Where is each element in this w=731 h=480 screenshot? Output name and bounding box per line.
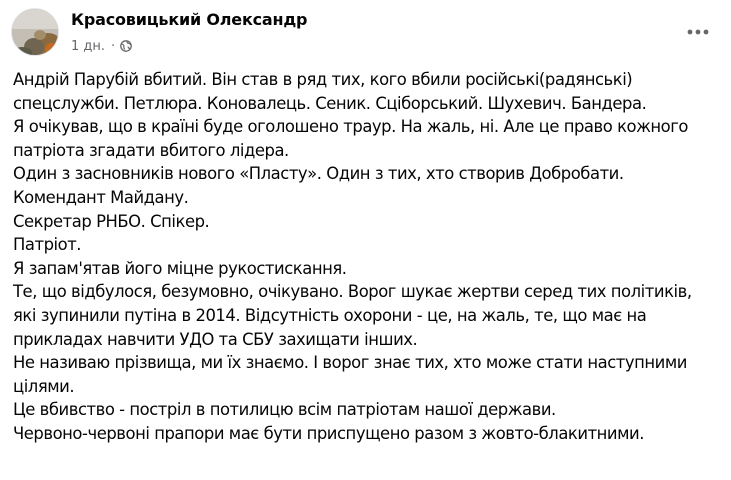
author-avatar[interactable]: [11, 8, 59, 56]
post-header: [0, 0, 731, 64]
post-line: Те, що відбулося, безумовно, очікувано. Ворог шукає жертви серед тих політиків,: [13, 282, 692, 302]
post-line: Один з засновників нового «Пласту». Один з тих, хто створив Добробати.: [13, 164, 624, 184]
post-timestamp[interactable]: 1 дн.: [71, 38, 106, 54]
post-meta: [71, 37, 132, 55]
post-line: Я очікував, що в країні буде оголошено траур. На жаль, ні. Але це право кожного: [13, 117, 689, 137]
post-line: Не називаю прізвища, ми їх знаємо. І ворог знає тих, хто може стати наступними: [13, 353, 688, 373]
post-body: [13, 68, 725, 446]
more-options-button[interactable]: [680, 14, 716, 50]
post-line: Червоно-червоні прапори має бути приспущено разом з жовто-блакитними.: [13, 423, 645, 443]
post-line: прикладах навчити УДО та СБУ захищати інших.: [13, 329, 418, 349]
meta-separator: ·: [111, 38, 116, 54]
post-line: Комендант Майдану.: [13, 187, 189, 207]
post-line: Це вбивство - постріл в потилицю всім патріотам нашої держави.: [13, 400, 556, 420]
post-line: Патріот.: [13, 235, 82, 255]
post-line: які зупинили путіна в 2014. Відсутність охорони - це, на жаль, те, що має на: [13, 305, 647, 325]
post-line: патріота згадати вбитого лідера.: [13, 140, 289, 160]
more-options-icon: [687, 29, 709, 35]
post-line: Секретар РНБО. Спікер.: [13, 211, 210, 231]
avatar-photo: [12, 9, 59, 56]
globe-icon[interactable]: [120, 40, 132, 52]
author-name[interactable]: Красовицький Олександр: [71, 10, 308, 29]
post-line: цілями.: [13, 376, 75, 396]
post-line: Я запам'ятав його міцне рукостискання.: [13, 258, 347, 278]
post-line: спецслужби. Петлюра. Коновалець. Сеник. Сціборський. Шухевич. Бандера.: [13, 93, 647, 113]
post-line: Андрій Парубій вбитий. Він став в ряд тих, кого вбили російські(радянські): [13, 70, 633, 89]
